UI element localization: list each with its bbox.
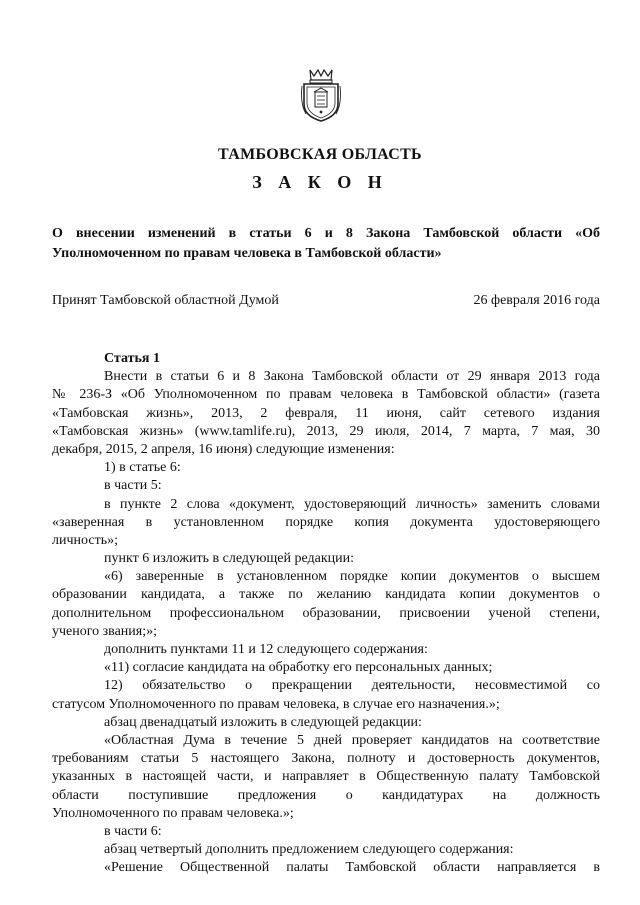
law-title — [52, 224, 600, 264]
body-line: «11) согласие кандидата на обработку его персональных данных; — [104, 660, 493, 676]
body-line: «заверенная в установленном порядке копия документа удостоверяющего — [52, 514, 600, 530]
body-line: образовании кандидата, а также по желанию кандидата копии документов о — [52, 587, 600, 603]
adoption-info — [52, 292, 600, 310]
body-line: требованиям статьи 5 настоящего Закона, полноту и достоверность документов, — [52, 751, 600, 767]
body-line: дополнить пунктами 11 и 12 следующего содержания: — [104, 642, 428, 657]
body-line: «Тамбовская жизнь» (www.tamlife.ru), 2013, 29 июля, 2014, 7 марта, 7 мая, 30 — [52, 423, 600, 439]
body-line: ученого звания;»; — [52, 623, 158, 639]
law-body — [52, 350, 600, 877]
body-line: указанных в настоящей части, и направляет в Общественную палату Тамбовской — [52, 769, 600, 785]
body-line: статусом Уполномоченного по правам человека, в случае его назначения.»; — [52, 696, 500, 712]
body-line: Внести в статьи 6 и 8 Закона Тамбовской области от 29 января 2013 года — [104, 369, 600, 385]
body-line: декабря, 2015, 2 апреля, 16 июня) следующие изменения: — [52, 441, 395, 457]
article-title: Статья 1 — [104, 351, 160, 366]
body-line: в пункте 2 слова «документ, удостоверяющий личность» заменить словами — [104, 496, 600, 512]
body-line: 12) обязательство о прекращении деятельности, несовместимой со — [104, 678, 600, 694]
adoption-date: 26 февраля 2016 года — [473, 293, 600, 308]
body-line: абзац четвертый дополнить предложением следующего содержания: — [104, 842, 514, 858]
adopted-by: Принят Тамбовской областной Думой — [52, 293, 279, 308]
body-line: в части 6: — [104, 823, 162, 839]
body-line: личность»; — [52, 532, 118, 548]
body-line: «6) заверенные в установленном порядке копии документов о высшем — [104, 569, 600, 585]
law-title-line: О внесении изменений в статьи 6 и 8 Закона Тамбовской области «Об — [52, 226, 600, 241]
body-line: дополнительном профессиональном образовании, присвоении ученой степени, — [52, 605, 600, 621]
body-line: в части 5: — [104, 478, 162, 494]
body-line: области поступившие предложения о кандидатурах на должность — [52, 787, 600, 803]
body-line: № 236-З «Об Уполномоченном по правам человека в Тамбовской области» (газета — [52, 387, 600, 403]
law-title-line: Уполномоченном по правам человека в Тамбовской области» — [52, 246, 442, 261]
body-line: 1) в статье 6: — [104, 460, 181, 476]
body-line: «Тамбовская жизнь», 2013, 2 февраля, 11 июня, сайт сетевого издания — [52, 405, 600, 421]
body-line: абзац двенадцатый изложить в следующей редакции: — [104, 714, 422, 730]
document-type: З А К О Н — [252, 172, 388, 192]
body-line: Уполномоченного по правам человека.»; — [52, 805, 294, 821]
body-line: пункт 6 изложить в следующей редакции: — [104, 551, 354, 567]
body-line: «Областная Дума в течение 5 дней проверяет кандидатов на соответствие — [104, 732, 600, 748]
body-line: «Решение Общественной палаты Тамбовской области направляется в — [104, 860, 600, 876]
region-name: ТАМБОВСКАЯ ОБЛАСТЬ — [218, 146, 422, 163]
tambov-coat-of-arms-icon — [300, 66, 342, 124]
